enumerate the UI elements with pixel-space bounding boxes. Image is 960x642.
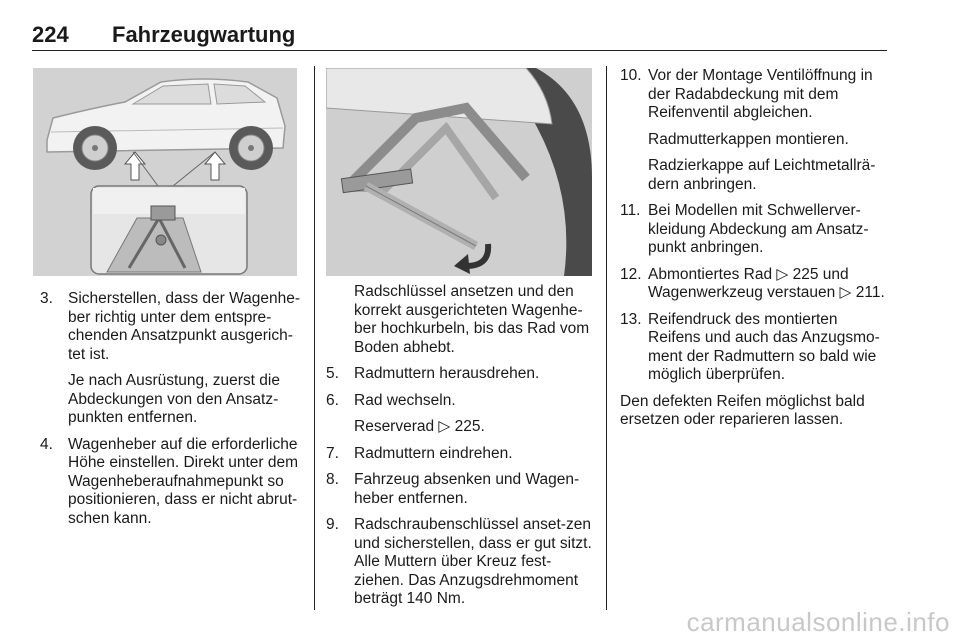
step-text: Fahrzeug absenken und Wagen-heber entfernen. [354, 471, 580, 507]
step-5 [326, 365, 594, 384]
step-text: Rad wechseln. [354, 391, 456, 409]
step-4-continued: Radschlüssel ansetzen und den korrekt ausgerichteten Wagenhe-ber hochkurbeln, bis das Rad vom Boden abhebt. [354, 283, 590, 356]
watermark: carmanualsonline.info [686, 607, 950, 637]
step-text: Wagenheber auf die erforderliche Höhe einstellen. Direkt unter dem Wagenheberaufnahmepunkt so positionieren, dass er nicht abrut-schen kann. [68, 435, 299, 527]
step-number: 7. [326, 444, 339, 462]
step-6 [326, 392, 594, 437]
step-text: Radschraubenschlüssel anset-zen und sicherstellen, dass er gut sitzt. Alle Muttern über Kreuz fest-ziehen. Das Anzugsdrehmoment beträgt 140 Nm. [354, 516, 592, 607]
step-number: 10. [620, 67, 642, 84]
column-divider-2 [606, 66, 607, 610]
step-text: Abmontiertes Rad ▷ 225 und Wagenwerkzeug verstauen ▷ 211. [648, 265, 885, 301]
column-3 [620, 67, 888, 438]
step-number: 13. [620, 310, 642, 328]
step-text: Vor der Montage Ventilöffnung in der Radabdeckung mit dem Reifenventil abgleichen. [648, 67, 873, 121]
column-1 [40, 290, 302, 536]
step-number: 11. [620, 202, 641, 219]
page-number: 224 [32, 22, 69, 47]
step-10 [620, 67, 888, 194]
step-number: 12. [620, 265, 642, 283]
step-number: 6. [326, 391, 339, 409]
step-3 [40, 290, 302, 428]
step-text: Je nach Ausrüstung, zuerst die Abdeckungen von den Ansatz-punkten entfernen. [68, 372, 280, 426]
step-11 [620, 202, 888, 258]
step-12 [620, 266, 888, 303]
page-header [32, 22, 887, 52]
header-rule [32, 50, 887, 51]
step-number: 5. [326, 365, 339, 382]
step-text: Sicherstellen, dass der Wagenhe-ber richtig unter dem entspre-chenden Ansatzpunkt ausgerich-tet ist. [68, 290, 301, 363]
step-number: 3. [40, 290, 53, 307]
car-jack-points-figure [33, 68, 297, 276]
page-title: Fahrzeugwartung [112, 22, 296, 47]
column-divider-1 [314, 66, 315, 610]
step-number: 9. [326, 516, 339, 533]
jack-crank-figure [326, 68, 592, 276]
step-4 [40, 436, 302, 529]
step-text: Radzierkappe auf Leichtmetallrä-dern anbringen. [648, 157, 876, 193]
step-text: Reserverad ▷ 225. [354, 418, 485, 435]
column-2 [326, 283, 594, 617]
step-text: Radmuttern eindrehen. [354, 444, 513, 462]
step-8 [326, 471, 594, 508]
step-13 [620, 311, 888, 385]
step-number: 8. [326, 471, 339, 488]
step-text: Reifendruck des montierten Reifens und auch das Anzugsmo-ment der Radmuttern so bald wie möglich überprüfen. [648, 310, 880, 383]
step-number: 4. [40, 435, 53, 453]
step-9 [326, 516, 594, 609]
step-7 [326, 445, 594, 464]
step-text: Radmutterkappen montieren. [648, 130, 849, 148]
closing-note: Den defekten Reifen möglichst bald ersetzen oder reparieren lassen. [620, 392, 865, 428]
step-text: Radmuttern herausdrehen. [354, 365, 540, 382]
step-text: Bei Modellen mit Schwellerver-kleidung Abdeckung am Ansatz-punkt anbringen. [648, 202, 869, 256]
